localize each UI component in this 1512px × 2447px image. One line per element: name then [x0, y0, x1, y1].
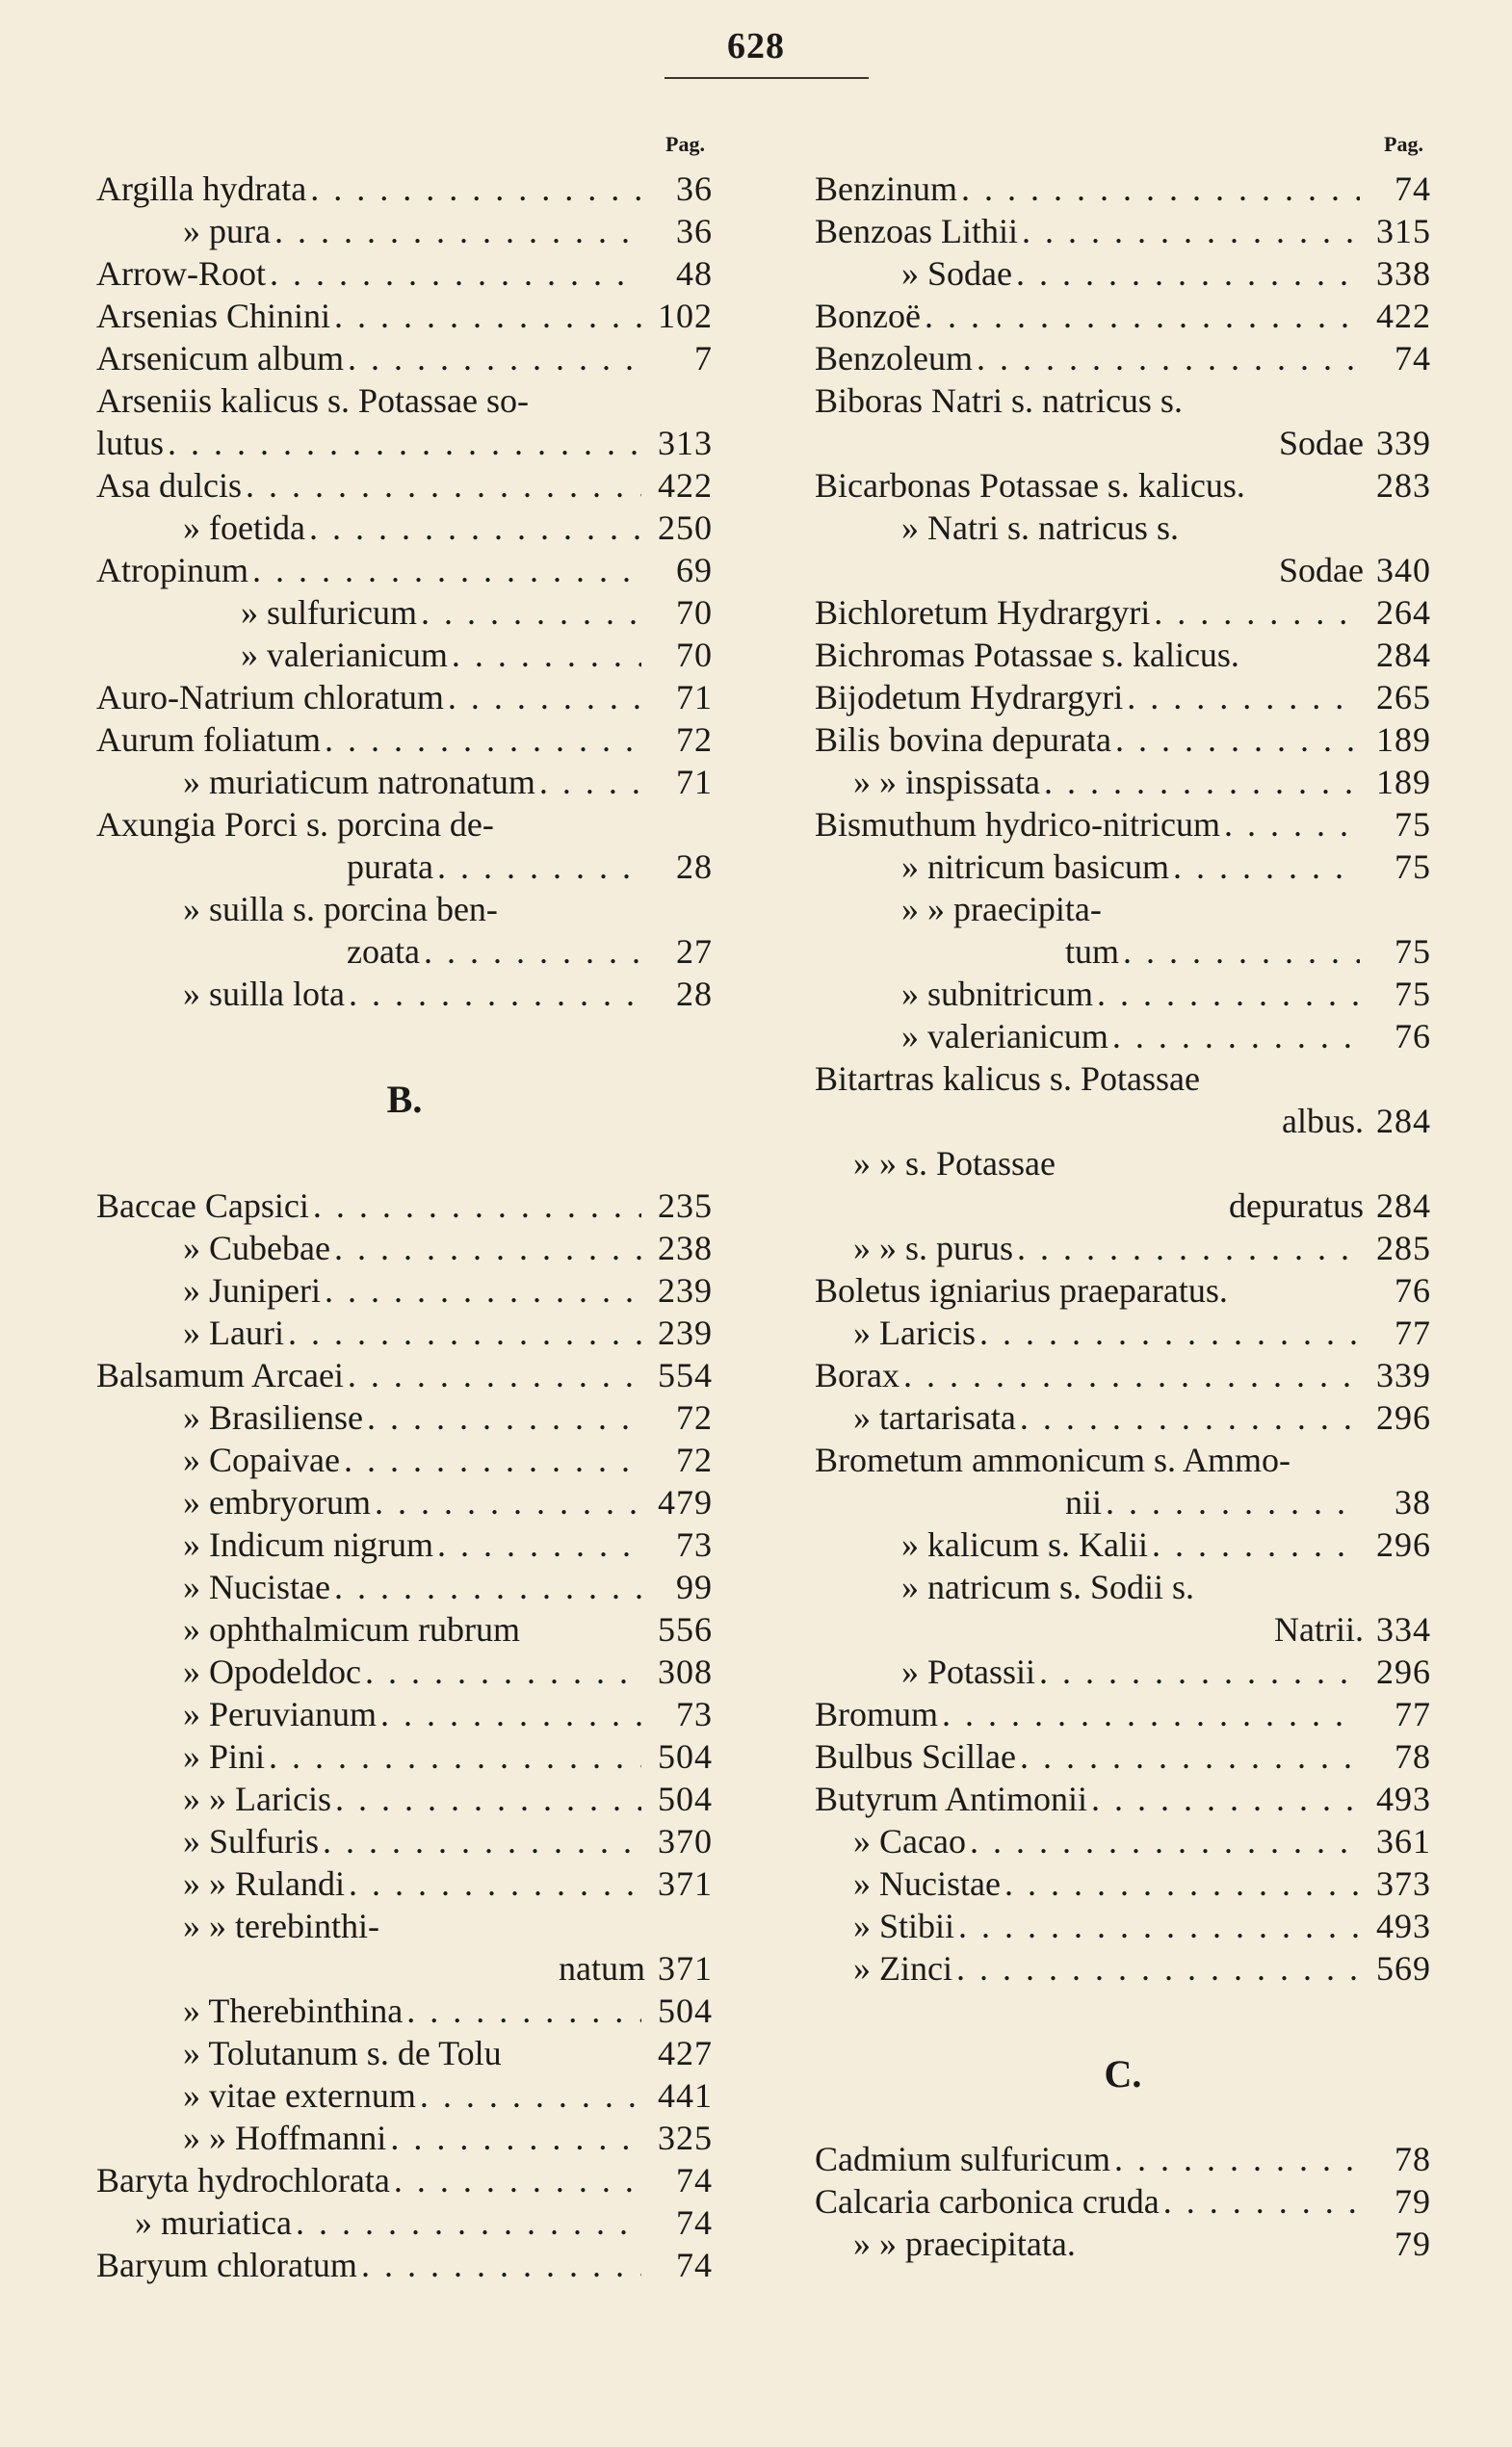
index-entry — [96, 676, 713, 718]
entry-page: 371 — [658, 1949, 713, 1988]
entry-name: Biboras Natri s. natricus s. — [815, 381, 1183, 420]
entry-page: 78 — [1395, 2140, 1431, 2178]
index-entry — [815, 1481, 1431, 1523]
entry-name: albus. — [1282, 1102, 1364, 1140]
entry-page: 74 — [676, 2203, 713, 2242]
entry-page: 75 — [1395, 847, 1431, 886]
index-entry — [815, 549, 1431, 591]
entry-name: Bonzoë — [815, 297, 921, 335]
entry-page: 235 — [658, 1186, 713, 1225]
entry-name: » Laricis — [853, 1314, 976, 1352]
index-entry — [815, 1905, 1431, 1947]
entry-page: 71 — [676, 678, 713, 716]
entry-name: Bijodetum Hydrargyri — [815, 678, 1124, 716]
index-entry — [96, 1905, 713, 1947]
index-entry — [815, 507, 1431, 549]
entry-page: 422 — [658, 466, 713, 505]
entry-page: 296 — [1376, 1525, 1431, 1564]
index-entry — [96, 168, 713, 210]
entry-name: Argilla hydrata — [96, 169, 307, 208]
entry-name: » valerianicum — [901, 1017, 1108, 1055]
entry-name: Baryta hydrochlorata — [96, 2161, 390, 2200]
index-entry — [96, 1820, 713, 1862]
entry-name: » pura — [183, 212, 271, 250]
entry-name: » kalicum s. Kalii — [901, 1525, 1148, 1564]
index-entry — [815, 1269, 1431, 1312]
index-entry — [96, 295, 713, 337]
entry-page: 99 — [676, 1568, 713, 1606]
index-entry — [96, 1778, 713, 1820]
entry-page: 238 — [658, 1229, 713, 1267]
index-entry — [96, 1396, 713, 1439]
left-column — [96, 121, 713, 2286]
entry-name: Sodae — [1279, 551, 1364, 589]
entry-name: » suilla s. porcina ben- — [183, 890, 498, 928]
index-entry — [96, 1947, 713, 1990]
pag-label: Pag. — [1384, 132, 1423, 156]
entry-page: 340 — [1376, 551, 1431, 589]
entry-page: 370 — [658, 1822, 713, 1861]
index-entry — [96, 803, 713, 846]
entry-name: lutus — [96, 424, 165, 462]
index-entry — [96, 1608, 713, 1651]
entry-page: 75 — [1395, 975, 1431, 1013]
entry-name: » » inspissata — [853, 763, 1040, 801]
entry-page: 72 — [676, 720, 713, 759]
entry-name: » ophthalmicum rubrum — [183, 1610, 520, 1649]
entry-page: 75 — [1395, 932, 1431, 971]
index-entry — [815, 295, 1431, 337]
entry-name: » Nucistae — [183, 1568, 330, 1606]
entry-page: 70 — [676, 593, 713, 632]
entry-name: Balsamum Arcaei — [96, 1356, 344, 1394]
index-entry — [96, 1862, 713, 1905]
entry-page: 493 — [1376, 1780, 1431, 1818]
entry-name: Butyrum Antimonii — [815, 1780, 1088, 1818]
entry-name: » Cubebae — [183, 1229, 330, 1267]
index-entry — [96, 1354, 713, 1396]
index-entry — [815, 930, 1431, 973]
index-entry — [96, 1693, 713, 1735]
entry-page: 264 — [1376, 593, 1431, 632]
entry-name: » foetida — [183, 508, 305, 547]
entry-name: » Sulfuris — [183, 1822, 320, 1861]
index-entry — [96, 337, 713, 379]
entry-name: » » Hoffmanni — [183, 2119, 387, 2157]
entry-name: » Stibii — [853, 1907, 955, 1945]
index-entry — [815, 1523, 1431, 1566]
entry-page: 334 — [1376, 1610, 1431, 1649]
entry-page: 27 — [676, 932, 713, 971]
entry-page: 76 — [1395, 1017, 1431, 1055]
entry-name: » » Laricis — [183, 1780, 331, 1818]
entry-page: 284 — [1376, 1186, 1431, 1225]
entry-name: » Potassii — [901, 1653, 1036, 1691]
entry-page: 72 — [676, 1441, 713, 1479]
index-entry — [815, 1693, 1431, 1735]
entry-name: » » terebinthi- — [183, 1907, 379, 1945]
index-entry — [815, 464, 1431, 507]
entry-page: 315 — [1376, 212, 1431, 250]
index-entry — [96, 1651, 713, 1693]
entry-page: 265 — [1376, 678, 1431, 716]
index-entry — [815, 1227, 1431, 1269]
entry-name: Borax — [815, 1356, 899, 1394]
entry-name: Atropinum — [96, 551, 248, 589]
entry-page: 36 — [676, 169, 713, 208]
index-entry — [815, 888, 1431, 930]
entry-name: zoata — [347, 932, 420, 971]
entry-name: » Tolutanum s. de Tolu — [183, 2034, 502, 2072]
entry-name: Bichloretum Hydrargyri — [815, 593, 1151, 632]
entry-name: Bichromas Potassae s. kalicus. — [815, 636, 1239, 674]
section-heading-c: C. — [1104, 2052, 1142, 2096]
entry-name: Benzinum — [815, 169, 957, 208]
index-entry — [96, 1269, 713, 1312]
entry-name: » nitricum basicum — [901, 847, 1169, 886]
entry-page: 36 — [676, 212, 713, 250]
entry-name: Arrow-Root — [96, 254, 266, 293]
index-entry — [96, 1523, 713, 1566]
entry-page: 70 — [676, 636, 713, 674]
entry-page: 77 — [1395, 1695, 1431, 1733]
entry-name: » » s. purus — [853, 1229, 1014, 1267]
entry-name: » Brasiliense — [183, 1398, 363, 1437]
entry-name: » Nucistae — [853, 1864, 1001, 1903]
index-entry — [815, 718, 1431, 761]
entry-name: Bicarbonas Potassae s. kalicus. — [815, 466, 1245, 505]
entry-name: natum — [559, 1949, 645, 1988]
index-entry — [815, 1820, 1431, 1862]
index-entry — [815, 1608, 1431, 1651]
entry-name: Bilis bovina depurata — [815, 720, 1111, 759]
entry-name: » valerianicum — [241, 636, 448, 674]
index-entry — [815, 1735, 1431, 1778]
entry-name: Arsenias Chinini — [96, 297, 330, 335]
entry-name: » Cacao — [853, 1822, 966, 1861]
entry-name: » tartarisata — [853, 1398, 1016, 1437]
entry-page: 339 — [1376, 1356, 1431, 1394]
index-entry — [815, 846, 1431, 888]
index-entry — [96, 2159, 713, 2201]
index-entry — [815, 973, 1431, 1015]
entry-name: » sulfuricum — [241, 593, 417, 632]
index-entry — [96, 549, 713, 591]
entry-page: 441 — [658, 2076, 713, 2115]
entry-name: Bismuthum hydrico-nitricum — [815, 805, 1220, 844]
right-column — [815, 121, 1431, 2265]
entry-name: Axungia Porci s. porcina de- — [96, 805, 494, 844]
entry-name: Natrii. — [1274, 1610, 1364, 1649]
entry-name: depuratus — [1229, 1186, 1364, 1225]
index-entry — [815, 252, 1431, 295]
entry-name: » Sodae — [901, 254, 1012, 293]
header-rule — [665, 77, 869, 79]
index-entry — [96, 1735, 713, 1778]
entry-name: » muriatica — [135, 2203, 292, 2242]
entry-name: » Opodeldoc — [183, 1653, 361, 1691]
entry-page: 427 — [658, 2034, 713, 2072]
entry-name: Benzoleum — [815, 339, 973, 377]
entry-name: » muriaticum natronatum — [183, 763, 535, 801]
entry-page: 28 — [676, 975, 713, 1013]
index-entry — [815, 1862, 1431, 1905]
entry-page: 361 — [1376, 1822, 1431, 1861]
entry-name: » Peruvianum — [183, 1695, 377, 1733]
entry-page: 556 — [658, 1610, 713, 1649]
entry-name: Boletus igniarius praeparatus. — [815, 1271, 1228, 1310]
entry-page: 239 — [658, 1314, 713, 1352]
entry-page: 504 — [658, 1780, 713, 1818]
index-entry — [815, 1778, 1431, 1820]
entry-name: » Pini — [183, 1737, 266, 1776]
index-entry — [815, 1057, 1431, 1100]
entry-name: » natricum s. Sodii s. — [901, 1568, 1194, 1606]
index-entry — [96, 888, 713, 930]
entry-page: 189 — [1376, 763, 1431, 801]
entry-name: » » Rulandi — [183, 1864, 345, 1903]
index-entry — [815, 1566, 1431, 1608]
index-entry — [815, 1354, 1431, 1396]
entry-page: 78 — [1395, 1737, 1431, 1776]
entry-page: 48 — [676, 254, 713, 293]
entry-page: 296 — [1376, 1653, 1431, 1691]
index-entry — [96, 252, 713, 295]
entry-name: » Zinci — [853, 1949, 952, 1988]
entry-page: 74 — [1395, 339, 1431, 377]
entry-name: nii — [1065, 1483, 1103, 1522]
entry-page: 504 — [658, 1991, 713, 2030]
entry-page: 283 — [1376, 466, 1431, 505]
entry-page: 71 — [676, 763, 713, 801]
entry-name: Asa dulcis — [96, 466, 242, 505]
entry-page: 102 — [658, 297, 713, 335]
index-entry — [96, 1312, 713, 1354]
entry-name: Auro-Natrium chloratum — [96, 678, 444, 716]
index-entry — [815, 803, 1431, 846]
entry-name: » Copaivae — [183, 1441, 340, 1479]
entry-name: Cadmium sulfuricum — [815, 2140, 1110, 2178]
entry-page: 74 — [1395, 169, 1431, 208]
entry-page: 569 — [1376, 1949, 1431, 1988]
entry-page: 479 — [658, 1483, 713, 1522]
entry-page: 38 — [1395, 1483, 1431, 1522]
entry-name: » » s. Potassae — [853, 1144, 1056, 1183]
entry-name: Baryum chloratum — [96, 2246, 357, 2284]
index-entry — [815, 422, 1431, 464]
entry-name: » suilla lota — [183, 975, 345, 1013]
entry-page: 239 — [658, 1271, 713, 1310]
index-entry — [815, 210, 1431, 252]
entry-page: 74 — [676, 2246, 713, 2284]
index-entry — [96, 1439, 713, 1481]
entry-page: 339 — [1376, 424, 1431, 462]
section-heading-b: B. — [386, 1078, 423, 1121]
entry-page: 493 — [1376, 1907, 1431, 1945]
entry-page: 504 — [658, 1737, 713, 1776]
entry-page: 338 — [1376, 254, 1431, 293]
index-entry — [96, 2244, 713, 2286]
index-entry — [815, 634, 1431, 676]
entry-name: » subnitricum — [901, 975, 1093, 1013]
index-entry — [815, 1142, 1431, 1184]
entry-name: Aurum foliatum — [96, 720, 321, 759]
index-entry — [96, 507, 713, 549]
page-number: 628 — [727, 26, 785, 66]
index-entry — [96, 210, 713, 252]
index-entry — [815, 676, 1431, 718]
index-entry — [96, 2117, 713, 2159]
entry-name: purata — [347, 847, 433, 886]
entry-name: Sodae — [1279, 424, 1364, 462]
index-entry — [96, 761, 713, 803]
index-entry — [96, 1481, 713, 1523]
index-entry — [96, 1227, 713, 1269]
entry-name: Calcaria carbonica cruda — [815, 2182, 1160, 2221]
entry-page: 79 — [1395, 2225, 1431, 2263]
index-entry — [815, 1015, 1431, 1057]
entry-page: 313 — [658, 424, 713, 462]
entry-name: » Natri s. natricus s. — [901, 508, 1179, 547]
index-entry — [815, 1100, 1431, 1142]
entry-page: 73 — [676, 1525, 713, 1564]
entry-page: 28 — [676, 847, 713, 886]
entry-page: 250 — [658, 508, 713, 547]
index-entry — [815, 2223, 1431, 2265]
index-entry — [96, 1184, 713, 1227]
index-entry — [815, 2138, 1431, 2180]
entry-page: 74 — [676, 2161, 713, 2200]
index-entry — [815, 337, 1431, 379]
index-entry — [815, 1184, 1431, 1227]
index-entry — [815, 1947, 1431, 1990]
entry-page: 373 — [1376, 1864, 1431, 1903]
index-entry — [96, 846, 713, 888]
index-entry — [815, 379, 1431, 422]
index-entry — [815, 761, 1431, 803]
entry-name: Bromum — [815, 1695, 939, 1733]
index-entry — [96, 634, 713, 676]
index-entry — [815, 1651, 1431, 1693]
entry-name: » Juniperi — [183, 1271, 321, 1310]
entry-page: 308 — [658, 1653, 713, 1691]
entry-page: 284 — [1376, 1102, 1431, 1140]
entry-page: 69 — [676, 551, 713, 589]
entry-page: 76 — [1395, 1271, 1431, 1310]
entry-name: » » praecipitata. — [853, 2225, 1076, 2263]
entry-name: Bulbus Scillae — [815, 1737, 1016, 1776]
entry-name: » Lauri — [183, 1314, 284, 1352]
index-entry — [815, 1396, 1431, 1439]
entry-name: Brometum ammonicum s. Ammo- — [815, 1441, 1290, 1479]
entry-page: 284 — [1376, 636, 1431, 674]
entry-page: 77 — [1395, 1314, 1431, 1352]
entry-name: » vitae externum — [183, 2076, 416, 2115]
entry-name: Arsenicum album — [96, 339, 344, 377]
entry-page: 79 — [1395, 2182, 1431, 2221]
index-entry — [96, 591, 713, 634]
index-entry — [815, 168, 1431, 210]
index-entry — [96, 718, 713, 761]
entry-page: 72 — [676, 1398, 713, 1437]
index-entry — [96, 379, 713, 422]
entry-name: Benzoas Lithii — [815, 212, 1018, 250]
entry-page: 371 — [658, 1864, 713, 1903]
index-entry — [96, 422, 713, 464]
entry-page: 325 — [658, 2119, 713, 2157]
index-entry — [96, 930, 713, 973]
index-entry — [96, 2032, 713, 2074]
entry-name: » Indicum nigrum — [183, 1525, 433, 1564]
entry-name: tum — [1065, 932, 1120, 971]
entry-page: 75 — [1395, 805, 1431, 844]
entry-page: 285 — [1376, 1229, 1431, 1267]
entry-name: » embryorum — [183, 1483, 371, 1522]
index-entry — [815, 1439, 1431, 1481]
index-entry — [815, 591, 1431, 634]
index-entry — [96, 464, 713, 507]
entry-page: 554 — [658, 1356, 713, 1394]
entry-page: 422 — [1376, 297, 1431, 335]
entry-name: » Therebinthina — [183, 1991, 404, 2030]
entry-page: 296 — [1376, 1398, 1431, 1437]
entry-page: 189 — [1376, 720, 1431, 759]
entry-page: 7 — [694, 339, 713, 377]
entry-page: 73 — [676, 1695, 713, 1733]
entry-name: Bitartras kalicus s. Potassae — [815, 1059, 1200, 1098]
index-entry — [96, 1566, 713, 1608]
entry-name: Arseniis kalicus s. Potassae so- — [96, 381, 529, 420]
index-entry — [815, 2180, 1431, 2223]
index-entry — [96, 2074, 713, 2117]
pag-label: Pag. — [665, 132, 705, 156]
entry-name: Baccae Capsici — [96, 1186, 309, 1225]
index-entry — [96, 1990, 713, 2032]
index-entry — [96, 973, 713, 1015]
entry-name: » » praecipita- — [901, 890, 1102, 928]
index-entry — [815, 1312, 1431, 1354]
index-entry — [96, 2201, 713, 2244]
